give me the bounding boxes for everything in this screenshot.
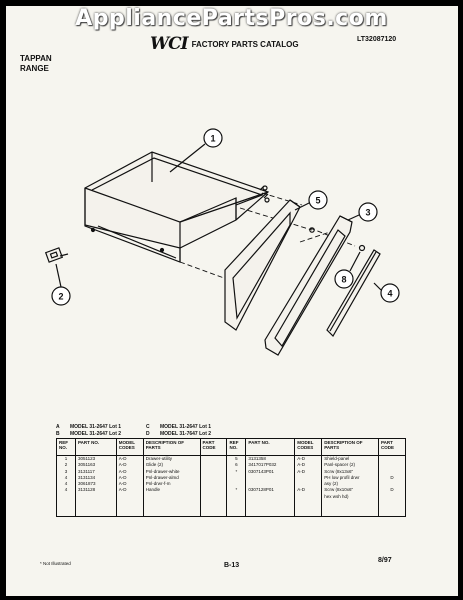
legend-row: B MODEL 31-2647 Lot 2 D MODEL 31-7647 Lot 2 bbox=[56, 431, 212, 437]
catalog-title: FACTORY PARTS CATALOG bbox=[191, 39, 299, 49]
legend-row: A MODEL 31-2647 Lot 1 C MODEL 31-2647 Lot 1 bbox=[56, 424, 212, 430]
cell-pcode: D D bbox=[379, 456, 406, 517]
svg-text:8: 8 bbox=[341, 274, 347, 285]
callout-5 bbox=[295, 191, 327, 210]
svg-text:2: 2 bbox=[58, 291, 64, 302]
watermark: AppliancePartsPros.com bbox=[75, 6, 388, 31]
parts-table bbox=[56, 438, 406, 517]
table-row bbox=[57, 456, 406, 517]
cell-codes: A-D A-D A-D A-D bbox=[295, 456, 322, 517]
col-part-code: PART CODE bbox=[200, 439, 227, 456]
drawer-box bbox=[85, 152, 268, 262]
cell-part: 3051123 3051163 3131117 3131134 3061873 3131128 bbox=[75, 456, 116, 517]
cell-part: 3131358 3417017P032 0307143P01 0307128P01 bbox=[246, 456, 295, 517]
cell-ref: 5 6 * * bbox=[227, 456, 246, 517]
svg-text:3: 3 bbox=[365, 207, 371, 218]
callout-4 bbox=[374, 283, 399, 302]
col-model-codes: MODEL CODES bbox=[116, 439, 143, 456]
col-part-no: PART NO. bbox=[75, 439, 116, 456]
glide-part bbox=[46, 248, 68, 262]
callout-3 bbox=[348, 203, 377, 221]
col-ref-no: REF NO. bbox=[227, 439, 246, 456]
col-description: DESCRIPTION OF PARTS bbox=[322, 439, 379, 456]
catalog-date: 8/97 bbox=[378, 557, 392, 564]
cell-desc: Shield-panel Panl-spacer (2) Scrw (8x13x6" PH low profil drwr asy (2) Scrw (8x10x6" hex wsh hd) bbox=[322, 456, 379, 517]
col-part-code: PART CODE bbox=[379, 439, 406, 456]
col-ref-no: REF NO. bbox=[57, 439, 76, 456]
brand-name: TAPPAN bbox=[20, 54, 52, 63]
handle-part bbox=[327, 250, 380, 336]
svg-text:5: 5 bbox=[315, 195, 321, 206]
col-model-codes: MODEL CODES bbox=[295, 439, 322, 456]
product-type: RANGE bbox=[20, 64, 49, 73]
wci-logo: WCI bbox=[150, 34, 188, 54]
cell-ref: 1 2 3 4 4 4 bbox=[57, 456, 76, 517]
svg-text:4: 4 bbox=[387, 288, 393, 299]
footnote: * Not Illustrated bbox=[40, 561, 71, 566]
page-number: B-13 bbox=[224, 562, 240, 569]
cell-codes: A-D A-D A-D A-D A-D A-D bbox=[116, 456, 143, 517]
table-header-row bbox=[57, 439, 406, 456]
col-description: DESCRIPTION OF PARTS bbox=[143, 439, 200, 456]
model-legend bbox=[56, 424, 230, 438]
callout-1 bbox=[170, 129, 222, 172]
svg-text:1: 1 bbox=[210, 133, 216, 144]
col-part-no: PART NO. bbox=[246, 439, 295, 456]
cell-pcode bbox=[200, 456, 227, 517]
cell-desc: Drawer-utility Glide (2) Pnl-drawer-white Pnl-drawer-almd Pnl-drwr-f-m Handle bbox=[143, 456, 200, 517]
catalog-code: LT32087120 bbox=[357, 36, 397, 43]
callout-2 bbox=[52, 264, 70, 305]
